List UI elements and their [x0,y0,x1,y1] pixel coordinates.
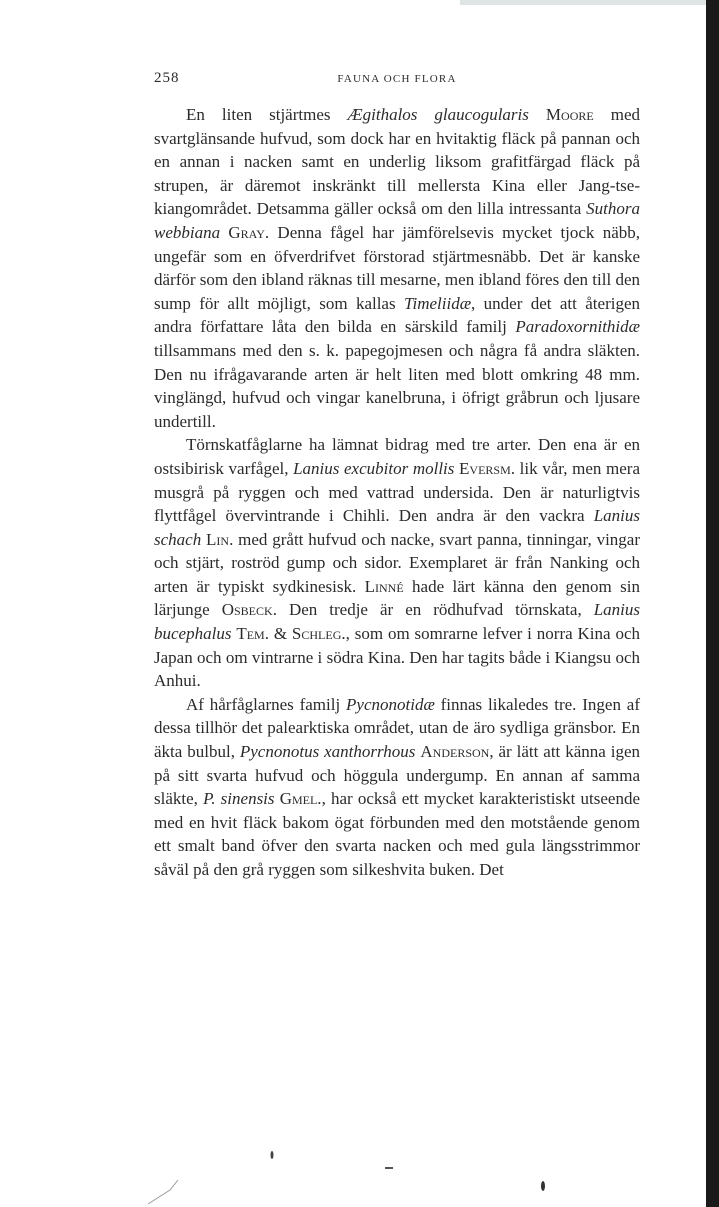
scan-speck [541,1181,545,1191]
text-run: , är lätt att känna igen på sitt svarta hufvud och höggula undergump. En annan af samma släkte, [154,742,641,809]
paragraph-3 [154,693,640,882]
scan-speck [385,1167,393,1169]
paragraph-2 [154,433,640,693]
family-name: Pycnonotidæ [346,694,435,714]
text-run: tillsammans med den s. k. papegojmesen och några få andra släkten. Den nu ifrågavarande arten är helt liten med blott omkring 48 mm. vinglängd, hufvud och vingar kanelbruna, i öfrigt gråbrun och ljusare undertill. [154,340,640,431]
author-name: Osbeck [221,600,273,620]
author-name: Linné [364,576,404,596]
text-run [529,105,546,124]
body-text [154,103,640,882]
author-name: Anderson [420,742,490,762]
family-name: Paradoxornithidæ [515,317,640,337]
text-run: , som om somrarne lefver i norra Kina och Japan och om vintrarne i södra Kina. Den har tagits både i Kiangsu och Anhui. [154,624,640,691]
family-name: Timeliidæ [403,293,472,313]
text-run: . Den tredje är en rödhufvad törnskata, [272,600,594,620]
paragraph-1 [154,103,640,433]
text-run: med svartglänsande hufvud, som dock har en hvitaktig fläck på pannan och en annan i nacken samt en underlig liksom grafitfärgad fläck på strupen, är däremot inskränkt till mellersta Kina eller Jang-tse-kiangområdet. Detsamma gäller också om den lilla intressanta [154,105,640,219]
scan-specks [0,1130,706,1207]
author-name: Moore [545,105,594,124]
species-name: Ægithalos glaucogularis [347,105,529,124]
page-header [154,70,640,92]
author-name: Tem. [236,624,269,644]
author-name: Gmel. [279,789,322,809]
author-name: Gray [228,222,265,242]
text-run: lik vår, men mera musgrå på ryggen och med vattrad undersida. Den är naturligtvis flyttfågel övervintrande i Chihli. Den andra är den vackra [154,458,641,526]
text-run: , under det att återigen andra författare låta den bilda en särskild familj [154,293,640,337]
species-name: Lanius schach [154,506,640,549]
species-name: Pycnonotus xanthorrhous [239,742,416,762]
text-run: Af hårfåglarnes familj [186,694,347,714]
scan-edge-top [460,0,719,5]
scan-scratch [148,1180,178,1204]
author-name: Lin. [206,529,234,549]
text-run: , har också ett mycket karakteristiskt utseende med en hvit fläck bakom ögat förbunden med den motstående genom ett smalt band öfver den svarta nacken och med gula längsstrimmor såväl på den grå ryggen som silkeshvita buken. Det [154,789,641,879]
text-run: . Denna fågel har jämförelsevis mycket tjock näbb, ungefär som en öfverdrifvet förstorad stjärtmesnäbb. Det är kanske därför som den ibland räknas till mesarne, men ibland föres den till den sump för allt möjligt, som kallas [154,222,640,313]
scan-edge-right [706,0,719,1207]
text-run: En liten stjärtmes [186,105,348,124]
text-run: hade lärt känna den genom sin lärjunge [154,576,640,620]
text-run: finnas likaledes tre. Ingen af dessa tillhör det palearktiska området, utan de äro sydliga gränsbor. En äkta bulbul, [154,694,640,762]
running-title: FAUNA OCH FLORA [337,73,457,85]
page-number: 258 [154,70,180,86]
species-name: P. sinensis [203,789,275,809]
author-name: Schleg. [291,624,346,644]
text-run: Törnskatfåglarne ha lämnat bidrag med tre arter. Den ena är en ostsibirisk varfågel, [154,435,640,478]
scan-speck [271,1151,274,1159]
species-name: Lanius bucephalus [154,600,640,644]
species-name: Lanius excubitor mollis [293,458,455,478]
text-run: & [268,624,292,644]
species-name: Suthora webbiana [154,199,640,242]
text-run: med grått hufvud och nacke, svart panna, tinningar, vingar och stjärt, roströd gump och sidor. Exemplaret är från Nanking och arten är typiskt sydkinesisk. [154,529,641,596]
author-name: Eversm. [459,458,516,478]
